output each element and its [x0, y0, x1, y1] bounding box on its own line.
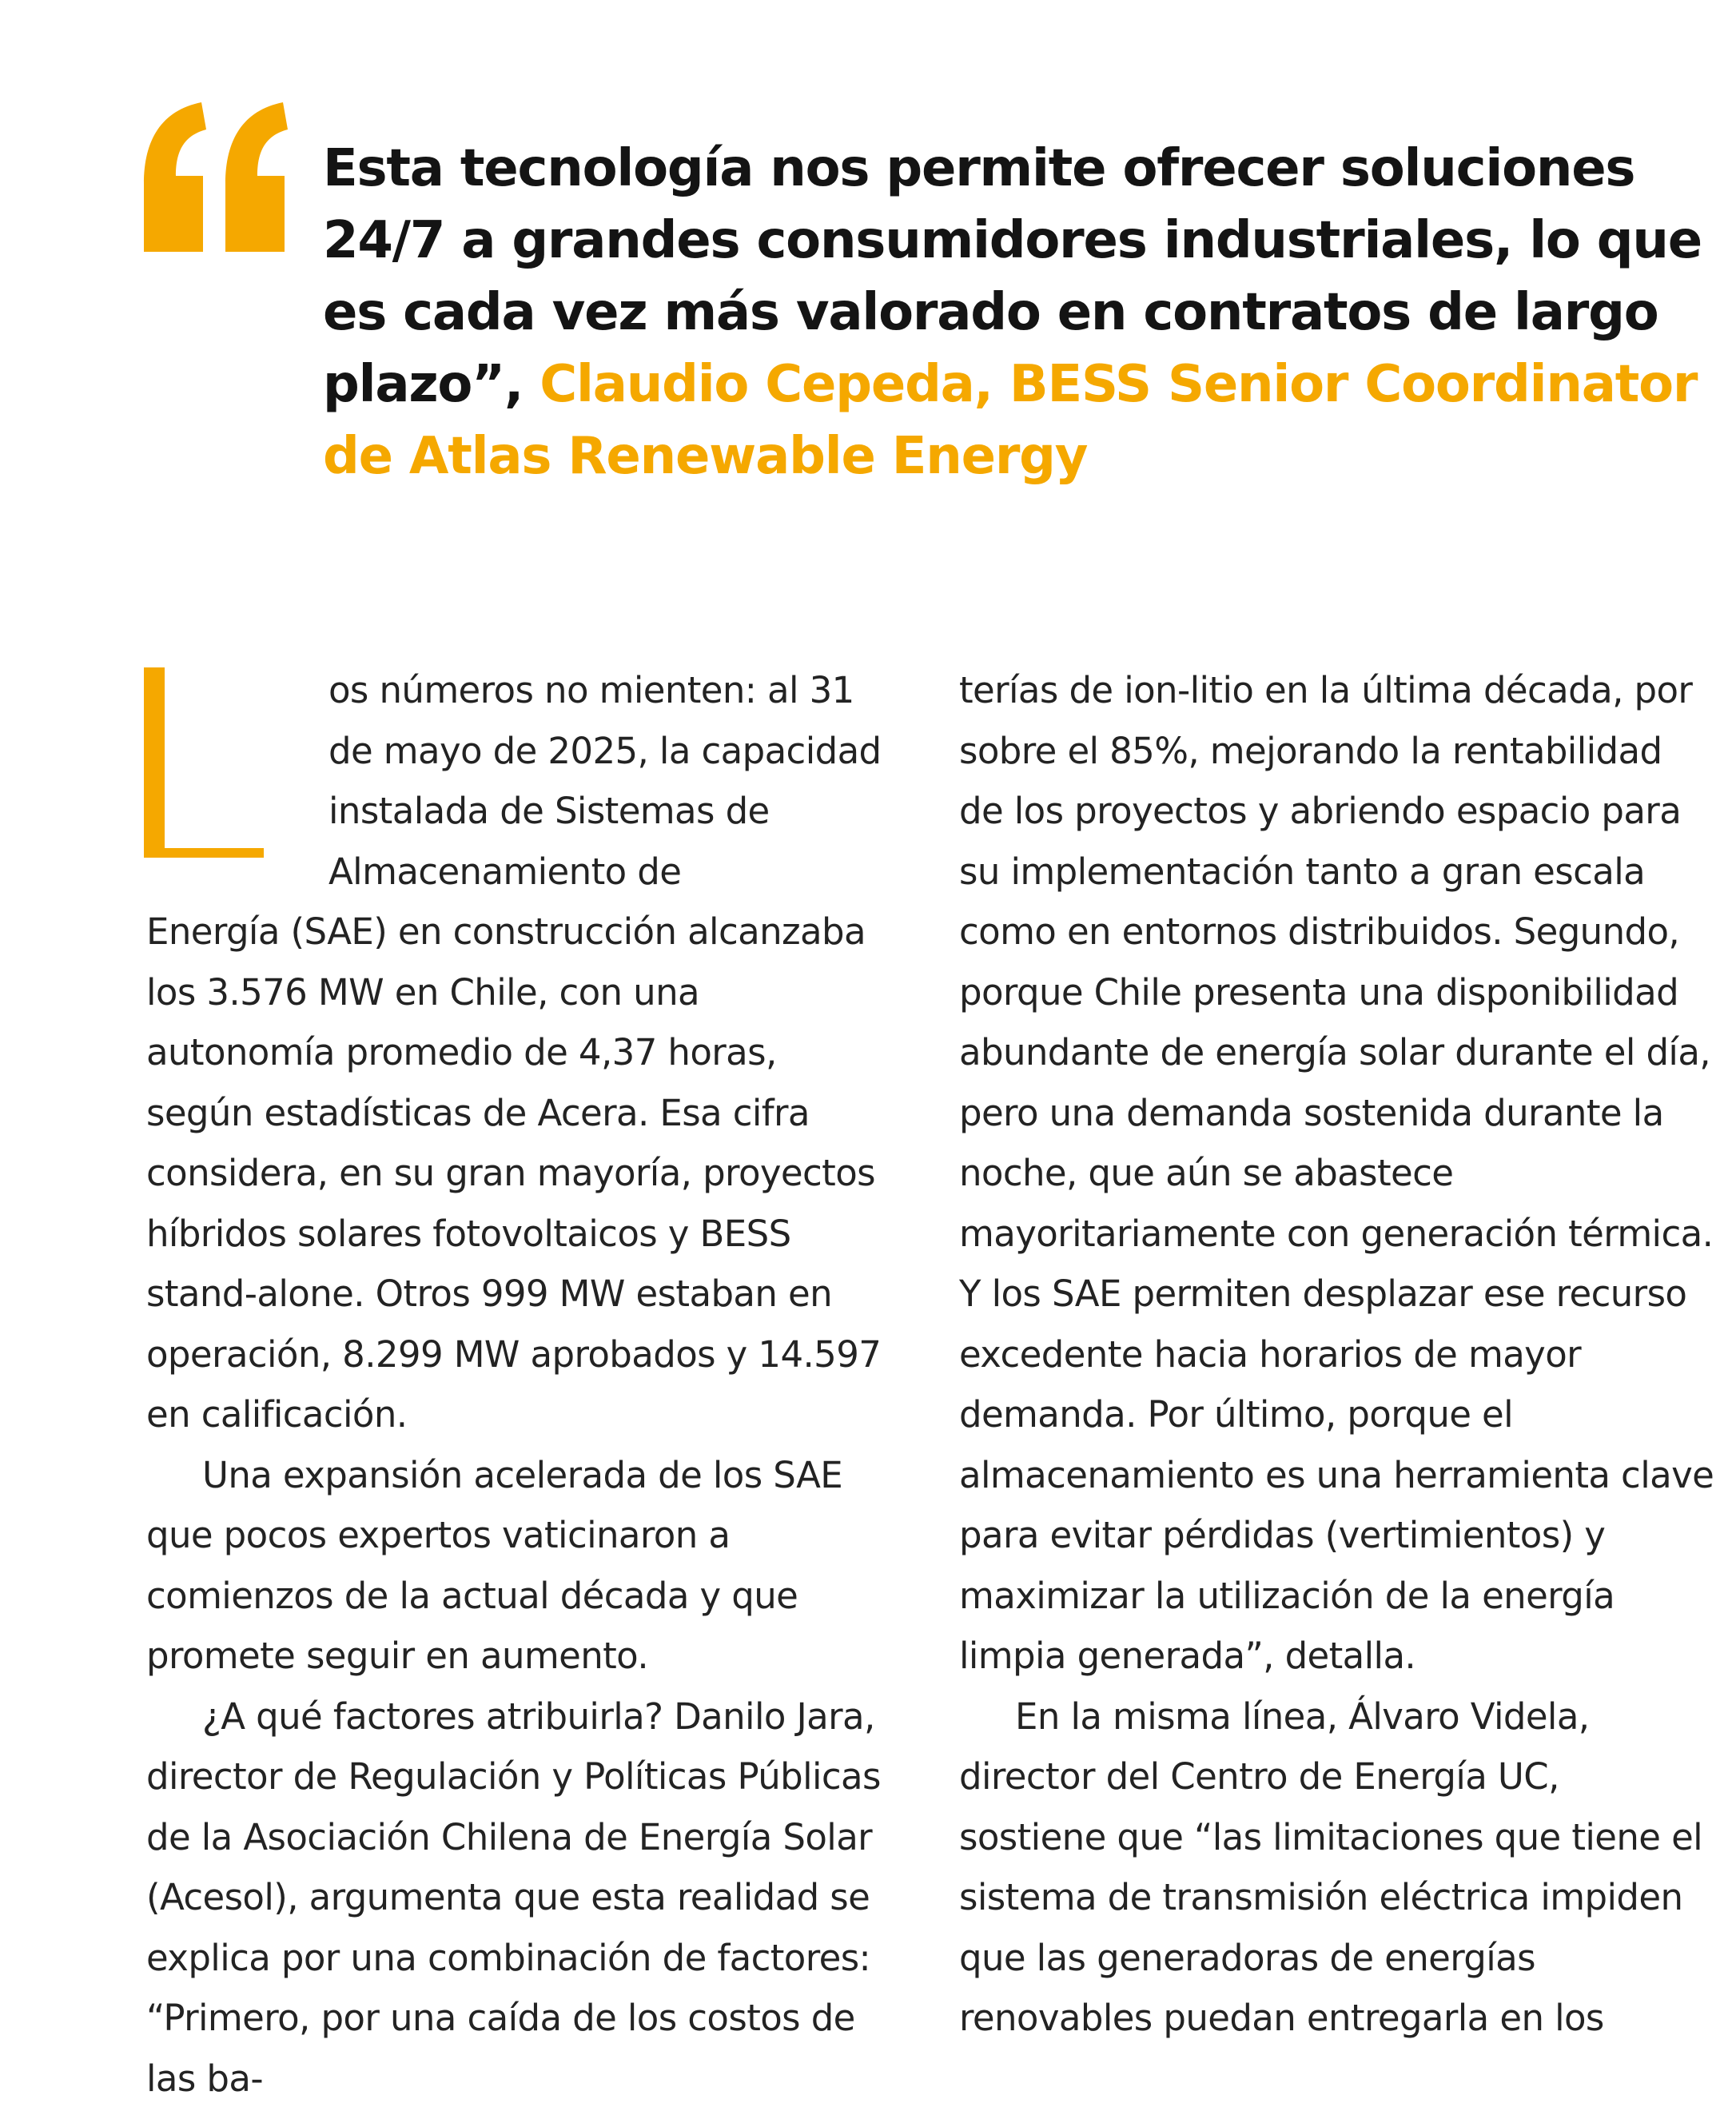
paragraph-1-body: Energía (SAE) en construcción alcanzaba los 3.576 MW en Chile, con una autonomía promedio de 4,37 horas, según estadísticas de Acera. Esa cifra considera, en su gran mayoría, proyectos híbridos solares fotovoltaicos y BESS stand-alone. Otros 999 MW estaban en operación, 8.299 MW aprobados y 14.597 en calificación. [146, 910, 882, 1436]
quote-attribution: Claudio Cepeda, BESS Senior Coordinator de Atlas Renewable Energy [323, 355, 1698, 486]
paragraph-4: terías de ion-litio en la última década, por sobre el 85%, mejorando la rentabilidad de los proyectos y abriendo espacio para su implementación tanto a gran escala como en entornos distribuidos. Segundo, porque Chile presenta una disponibilidad abundante de energía solar durante el día, pero una demanda sostenida durante la noche, que aún se abastece mayoritariamente con generación térmica. Y los SAE permiten desplazar ese recurso excedente hacia horarios de mayor demanda. Por último, porque el almacenamiento es una herramienta clave para evitar pérdidas (vertimientos) y maximizar la utilización de la energía limpia generada”, detalla. [959, 669, 1714, 1677]
opening-quote-icon [137, 88, 297, 264]
pull-quote [323, 133, 1714, 492]
article-left-column [146, 660, 890, 2109]
quote-text: Esta tecnología nos permite ofrecer soluciones 24/7 a grandes consumidores industriales, lo que es cada vez más valorado en contratos de largo plazo”, [323, 139, 1702, 414]
paragraph-3: ¿A qué factores atribuirla? Danilo Jara, director de Regulación y Políticas Públicas de la Asociación Chilena de Energía Solar (Acesol), argumenta que esta realidad se explica por una combinación de factores: “Primero, por una caída de los costos de las ba- [146, 1695, 881, 2100]
paragraph-1-lead: os números no mienten: al 31 de mayo de 2025, la capacidad instalada de Sistemas de Almacenamiento de [328, 669, 882, 893]
paragraph-2: Una expansión acelerada de los SAE que pocos expertos vaticinaron a comienzos de la actual década y que promete seguir en aumento. [146, 1453, 843, 1677]
article-right-column [959, 660, 1714, 2049]
paragraph-5: En la misma línea, Álvaro Videla, director del Centro de Energía UC, sostiene que “las limitaciones que tiene el sistema de transmisión eléctrica impiden que las generadoras de energías renovables puedan entregarla en los [959, 1695, 1703, 2039]
